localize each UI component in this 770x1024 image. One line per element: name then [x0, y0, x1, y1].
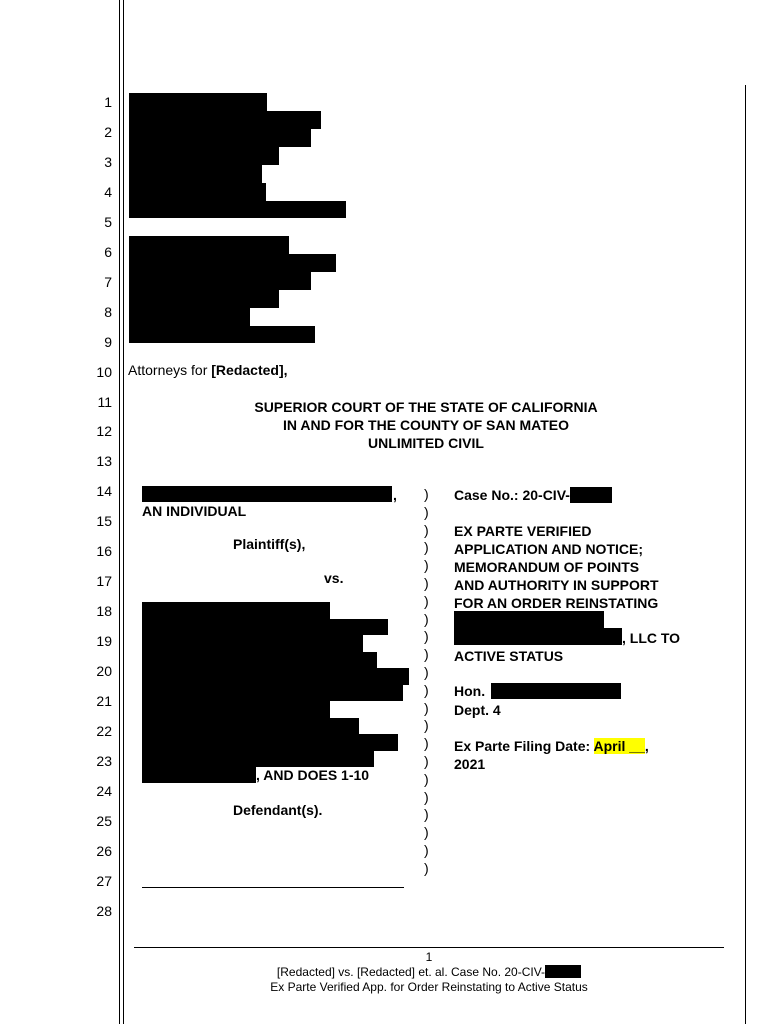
redaction [129, 272, 311, 290]
plaintiff-comma: , [393, 487, 397, 503]
redaction [129, 326, 315, 343]
redaction [142, 701, 330, 718]
redaction [129, 183, 266, 201]
caption-parenthesis: ) [424, 788, 429, 805]
court-heading [185, 398, 667, 452]
line-number: 28 [96, 902, 112, 919]
line-number: 1 [104, 94, 112, 110]
footer [134, 950, 724, 995]
line-number: 9 [104, 333, 112, 350]
line-number: 25 [96, 812, 112, 829]
line-number: 17 [96, 573, 112, 590]
caption-parenthesis: ) [424, 681, 429, 698]
redaction [142, 668, 409, 685]
redaction [142, 751, 374, 767]
court-line-3: UNLIMITED CIVIL [368, 435, 484, 451]
redaction [142, 685, 403, 701]
caption-parenthesis: ) [424, 806, 429, 823]
case-number-redaction [570, 487, 612, 503]
redaction [129, 165, 262, 183]
versus-label: vs. [324, 570, 344, 586]
case-number-label: Case No.: 20-CIV- [454, 487, 570, 503]
caption-parenthesis: ) [424, 486, 429, 502]
redaction [129, 254, 336, 272]
department-label: Dept. 4 [454, 702, 501, 718]
line-number: 5 [104, 213, 112, 230]
line-number: 26 [96, 842, 112, 859]
right-margin-rule [745, 85, 746, 1024]
redaction [142, 652, 377, 668]
caption-parenthesis: ) [424, 592, 429, 609]
redaction [129, 111, 321, 129]
caption-parenthesis: ) [424, 574, 429, 591]
caption-parenthesis: ) [424, 610, 429, 627]
line-number: 8 [104, 303, 112, 320]
caption-parenthesis: ) [424, 503, 429, 520]
line-number: 21 [96, 693, 112, 709]
active-status-label: ACTIVE STATUS [454, 648, 564, 664]
line-number: 27 [96, 872, 112, 889]
footer-title-line: Ex Parte Verified App. for Order Reinstating to Active Status [270, 980, 588, 994]
caption-parentheses [424, 486, 434, 878]
defendant-label: Defendant(s). [233, 802, 323, 818]
caption-parenthesis: ) [424, 717, 429, 734]
line-number: 3 [104, 153, 112, 170]
line-number: 18 [96, 603, 112, 620]
filing-year: 2021 [454, 756, 486, 772]
entity-name-redaction [454, 611, 604, 628]
caption-parenthesis: ) [424, 824, 429, 841]
judge-label: Hon. [454, 683, 486, 699]
line-number: 19 [96, 633, 112, 650]
redaction [129, 290, 279, 308]
line-number: 14 [96, 483, 112, 500]
redaction [129, 201, 346, 218]
judge-name-redaction [491, 683, 621, 699]
redaction [129, 93, 267, 111]
title-line: FOR AN ORDER REINSTATING [454, 595, 659, 611]
document-title [454, 522, 659, 612]
caption-parenthesis: ) [424, 663, 429, 680]
line-number: 12 [96, 423, 112, 440]
line-number: 6 [104, 243, 112, 260]
caption-parenthesis: ) [424, 646, 429, 663]
does-label: , AND DOES 1-10 [256, 767, 370, 783]
left-margin-rule-outer [119, 0, 120, 1024]
title-line: AND AUTHORITY IN SUPPORT [454, 577, 659, 593]
judge-line [454, 682, 485, 700]
caption-bottom-rule [142, 887, 404, 888]
line-number: 24 [96, 782, 112, 799]
footer-case-line: [Redacted] vs. [Redacted] et. al. Case No. 20-CIV- [134, 965, 724, 980]
line-number: 23 [96, 752, 112, 769]
caption-parenthesis: ) [424, 557, 429, 574]
caption-parenthesis: ) [424, 841, 429, 858]
caption-parenthesis: ) [424, 521, 429, 538]
page-number: 1 [425, 950, 433, 964]
redaction [142, 734, 398, 751]
line-number: 22 [96, 722, 112, 739]
filing-date-highlight: April __ [593, 738, 645, 754]
attorneys-for-line [128, 361, 288, 379]
redaction [142, 619, 388, 635]
footer-rule [134, 947, 724, 948]
redaction [142, 718, 359, 734]
title-line: MEMORANDUM OF POINTS [454, 559, 640, 575]
caption-parenthesis: ) [424, 628, 429, 645]
line-number: 10 [96, 363, 112, 380]
line-number: 15 [96, 513, 112, 530]
line-number: 7 [104, 273, 112, 290]
title-line: EX PARTE VERIFIED [454, 523, 592, 539]
footer-case-redaction [545, 965, 581, 978]
llc-to-label: , LLC TO [622, 630, 681, 646]
filing-date-comma: , [644, 738, 649, 754]
title-line: APPLICATION AND NOTICE; [454, 541, 643, 557]
entity-name-redaction [454, 628, 622, 645]
caption-parenthesis: ) [424, 770, 429, 787]
redaction [129, 236, 289, 254]
plaintiff-label: Plaintiff(s), [233, 536, 306, 552]
caption-parenthesis: ) [424, 752, 429, 769]
court-line-1: SUPERIOR COURT OF THE STATE OF CALIFORNIA [254, 399, 598, 415]
redaction [129, 147, 279, 165]
line-number: 11 [97, 393, 112, 410]
plaintiff-type: AN INDIVIDUAL [142, 503, 247, 519]
caption-parenthesis: ) [424, 699, 429, 716]
attorneys-for-party: [Redacted], [211, 362, 288, 378]
case-number [454, 486, 612, 504]
filing-date-label: Ex Parte Filing Date: [454, 738, 594, 754]
caption-parenthesis: ) [424, 539, 429, 556]
left-margin-rule-inner [123, 0, 124, 1024]
redaction [129, 129, 311, 147]
redaction [142, 635, 363, 652]
filing-date-line [454, 737, 649, 755]
line-number: 13 [96, 453, 112, 470]
caption-parenthesis: ) [424, 735, 429, 752]
line-number: 4 [104, 183, 112, 200]
plaintiff-name-redaction [142, 486, 392, 502]
caption-parenthesis: ) [424, 859, 429, 876]
line-number: 2 [104, 123, 112, 140]
attorneys-for-label: Attorneys for [128, 362, 212, 378]
line-number: 20 [96, 663, 112, 680]
line-number: 16 [96, 543, 112, 560]
court-line-2: IN AND FOR THE COUNTY OF SAN MATEO [283, 417, 569, 433]
redaction [142, 602, 330, 619]
redaction [129, 308, 250, 326]
redaction [142, 767, 256, 783]
